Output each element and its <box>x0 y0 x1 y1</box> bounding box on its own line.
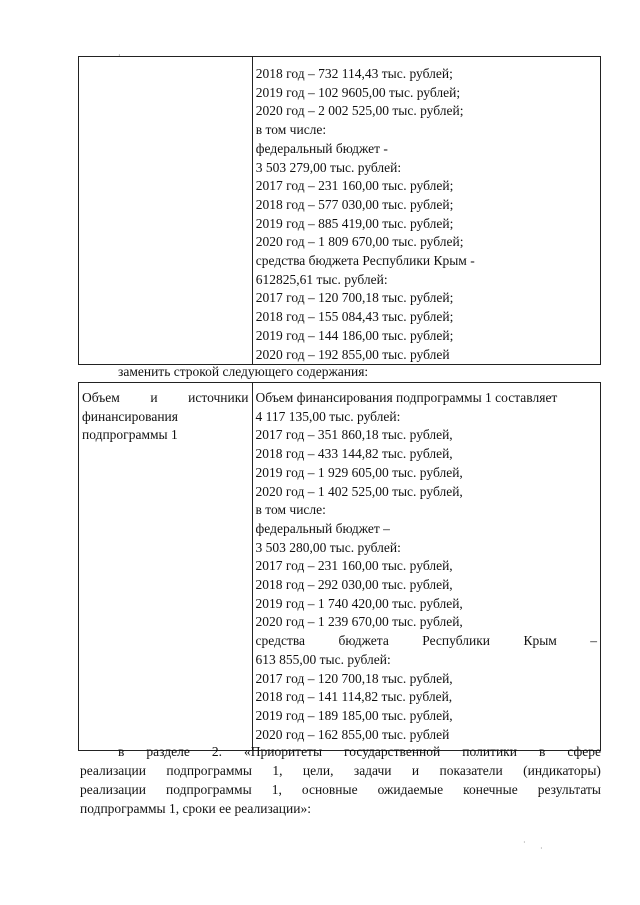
paragraph-word: задачи <box>353 763 392 778</box>
old-line: 2018 год – 732 114,43 тыс. рублей; <box>255 66 453 81</box>
old-line: 2017 год – 120 700,18 тыс. рублей; <box>255 290 454 306</box>
paragraph-word: 1, <box>272 763 283 778</box>
paragraph-line <box>80 742 601 761</box>
paragraph-word: показатели <box>439 763 503 778</box>
old-table-left-cell <box>79 57 253 365</box>
left-word: и <box>150 390 158 405</box>
old-line: 2020 год – 1 809 670,00 тыс. рублей; <box>255 234 464 250</box>
old-line: 612825,61 тыс. рублей: <box>255 271 388 287</box>
paragraph-word: результаты <box>537 782 601 797</box>
scan-mark: · <box>540 844 543 853</box>
paragraph-word: в <box>118 744 125 759</box>
new-table-right-cell <box>252 383 600 751</box>
new-line: 2017 год – 351 860,18 тыс. рублей, <box>255 427 453 443</box>
paragraph-word: и <box>411 763 420 778</box>
section-paragraph <box>80 742 601 818</box>
left-heading-line: подпрограммы 1 <box>82 427 178 443</box>
new-line: 2018 год – 292 030,00 тыс. рублей, <box>255 577 453 593</box>
paragraph-word: (индикаторы) <box>523 763 601 778</box>
paragraph-word: ожидаемые <box>377 782 444 797</box>
new-line: 2020 год – 1 402 525,00 тыс. рублей, <box>255 483 463 499</box>
old-line: федеральный бюджет - <box>255 140 388 156</box>
new-line: 4 117 135,00 тыс. рублей: <box>255 408 401 424</box>
paragraph-word: подпрограммы <box>166 782 252 797</box>
new-line: 2018 год – 141 114,82 тыс. рублей, <box>255 689 453 705</box>
new-line: 2018 год – 433 144,82 тыс. рублей, <box>255 446 453 462</box>
new-line: в том числе: <box>255 502 326 518</box>
left-heading-line <box>82 389 249 408</box>
old-line: 2020 год – 2 002 525,00 тыс. рублей; <box>255 103 464 119</box>
paragraph-word: 1, <box>271 782 282 797</box>
new-line: 2019 год – 1 740 420,00 тыс. рублей, <box>255 595 463 611</box>
new-funding-table <box>78 382 601 751</box>
justified-word: Крым <box>523 633 557 649</box>
paragraph-word: реализации <box>80 782 146 797</box>
old-table-right-cell <box>252 57 600 365</box>
left-heading-line: финансирования <box>82 408 178 424</box>
new-line: 2019 год – 1 929 605,00 тыс. рублей, <box>255 464 463 480</box>
left-word: источники <box>188 390 249 405</box>
old-line: 2019 год – 885 419,00 тыс. рублей; <box>255 215 454 231</box>
old-line: 2020 год – 192 855,00 тыс. рублей <box>255 346 450 362</box>
scan-mark: · <box>118 51 121 60</box>
old-line: 3 503 279,00 тыс. рублей: <box>255 159 402 175</box>
justified-word: – <box>590 633 597 649</box>
paragraph-word: конечные <box>463 782 518 797</box>
new-table-left-cell <box>79 383 253 751</box>
justified-word: бюджета <box>338 633 389 649</box>
justified-word: Республики <box>422 633 490 649</box>
scan-mark: · <box>523 838 526 847</box>
new-line: 2020 год – 1 239 670,00 тыс. рублей, <box>255 614 463 630</box>
new-line: 2019 год – 189 185,00 тыс. рублей, <box>255 707 453 723</box>
paragraph-word: сфере <box>567 744 601 759</box>
new-line: 613 855,00 тыс. рублей: <box>255 651 391 667</box>
paragraph-word: разделе <box>146 744 190 759</box>
new-line: 2020 год – 162 855,00 тыс. рублей <box>255 726 450 742</box>
paragraph-word: подпрограммы <box>166 763 252 778</box>
paragraph-word: «Приоритеты <box>243 744 323 759</box>
old-line: средства бюджета Республики Крым - <box>255 253 475 269</box>
paragraph-word: цели, <box>302 763 334 778</box>
new-line-justified <box>256 632 597 651</box>
paragraph-word: политики <box>462 744 517 759</box>
paragraph-word: государственной <box>344 744 441 759</box>
left-word: Объем <box>82 390 120 405</box>
paragraph-line <box>80 780 601 799</box>
replace-instruction: заменить строкой следующего содержания: <box>118 364 369 379</box>
paragraph-word: основные <box>301 782 358 797</box>
old-line: 2019 год – 144 186,00 тыс. рублей; <box>255 327 454 343</box>
new-line: федеральный бюджет – <box>255 520 390 536</box>
paragraph-line: подпрограммы 1, сроки ее реализации»: <box>80 801 311 816</box>
new-line: 3 503 280,00 тыс. рублей: <box>255 539 401 555</box>
paragraph-word: реализации <box>80 763 146 778</box>
paragraph-word: в <box>538 744 546 759</box>
old-funding-table <box>78 56 601 365</box>
old-line: 2017 год – 231 160,00 тыс. рублей; <box>255 178 454 194</box>
new-line: Объем финансирования подпрограммы 1 составляет <box>255 390 558 405</box>
justified-word: средства <box>255 633 306 649</box>
old-line: в том числе: <box>255 122 327 138</box>
paragraph-word: 2. <box>211 744 222 759</box>
old-line: 2018 год – 155 084,43 тыс. рублей; <box>255 309 454 325</box>
old-line: 2018 год – 577 030,00 тыс. рублей; <box>255 196 454 212</box>
new-line: 2017 год – 231 160,00 тыс. рублей, <box>255 558 453 574</box>
paragraph-line <box>80 761 601 780</box>
old-line: 2019 год – 102 9605,00 тыс. рублей; <box>255 84 461 100</box>
new-line: 2017 год – 120 700,18 тыс. рублей, <box>255 670 453 686</box>
